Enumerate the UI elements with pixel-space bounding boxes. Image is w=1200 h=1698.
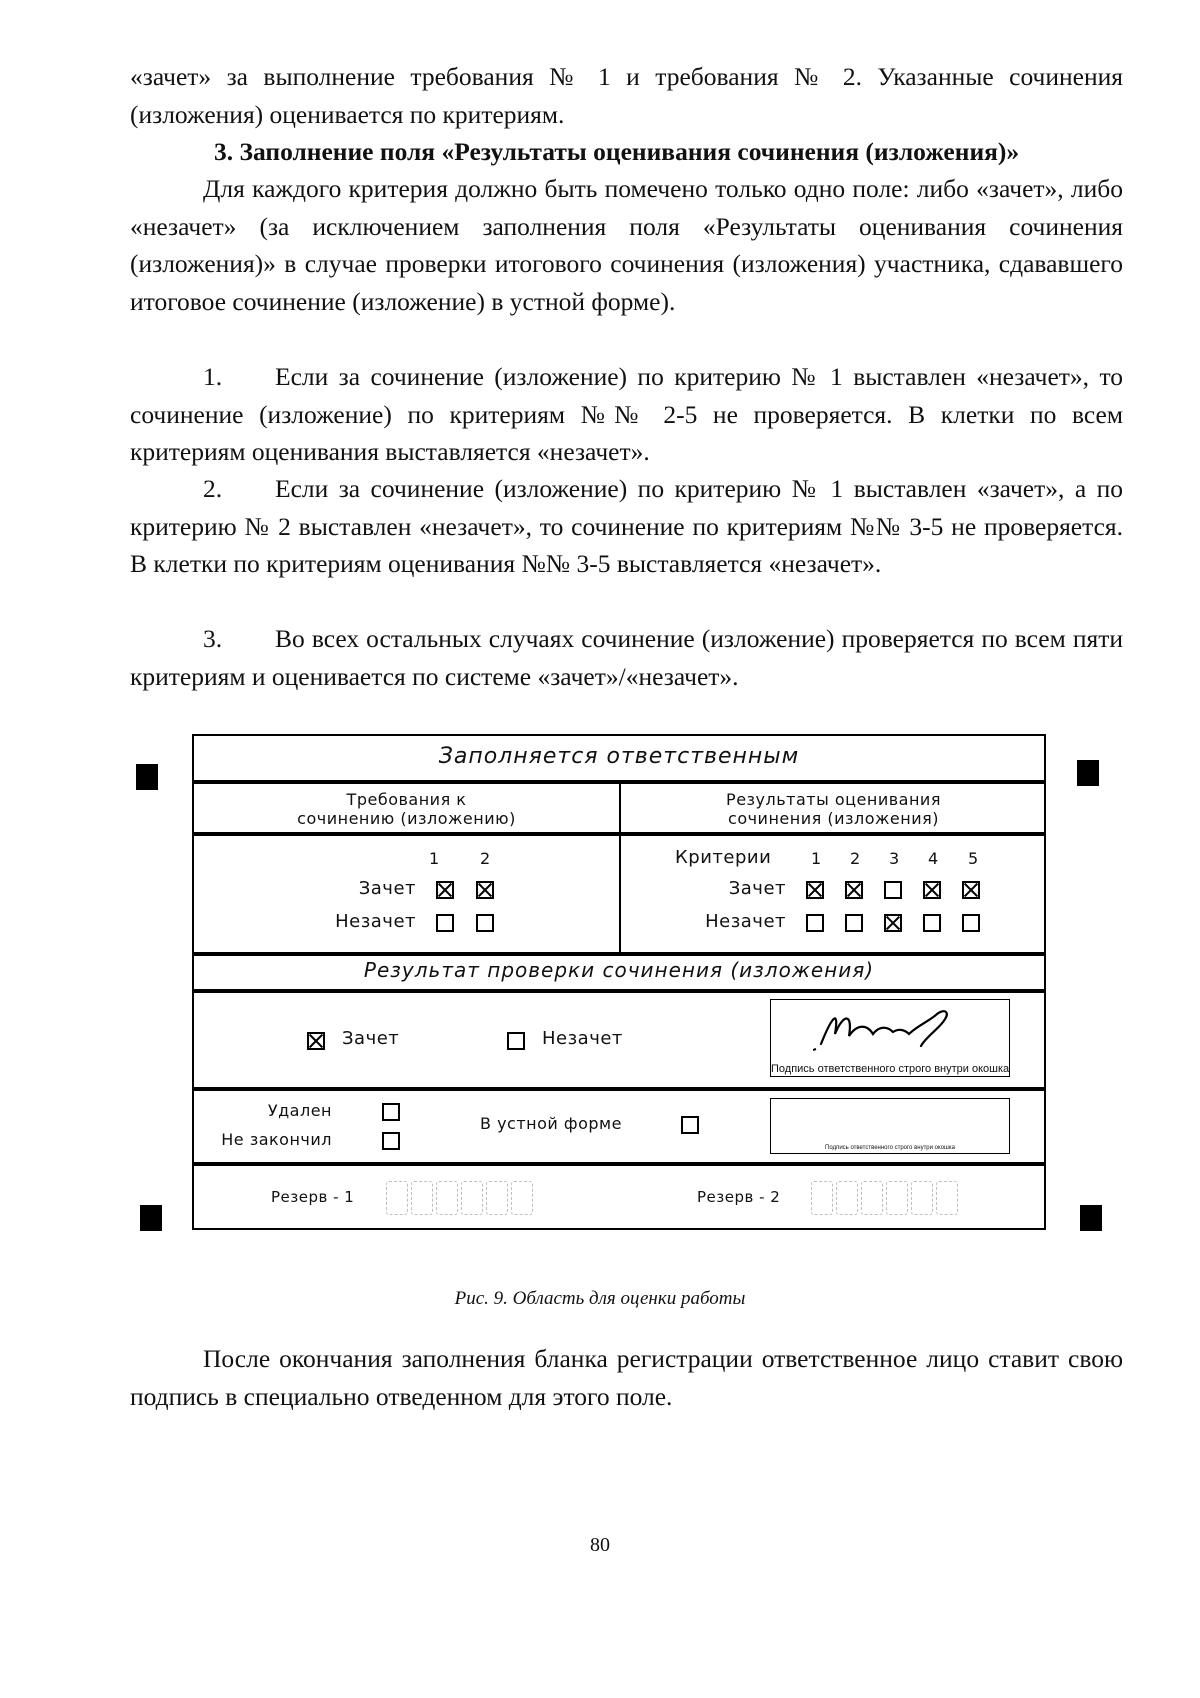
- removed-checkbox[interactable]: [382, 1103, 400, 1121]
- requirement-number-1: 1: [429, 849, 440, 868]
- reserve-2-cell: [911, 1181, 933, 1215]
- divider: [194, 1162, 1044, 1166]
- evaluation-form: [192, 734, 1046, 1230]
- criterion-3-fail-checkbox[interactable]: [884, 914, 902, 932]
- criterion-1-fail-checkbox[interactable]: [806, 914, 824, 932]
- results-header-line1: Результаты оценивания: [726, 790, 941, 809]
- figure-caption: Рис. 9. Область для оценки работы: [454, 1288, 746, 1309]
- reserve-1-cell: [411, 1181, 433, 1215]
- results-pass-label: Зачет: [728, 878, 786, 899]
- check-result-title: Результат проверки сочинения (изложения): [363, 958, 875, 982]
- signature-box[interactable]: [770, 999, 1010, 1077]
- reserve-2-label: Резерв - 2: [697, 1188, 781, 1206]
- requirements-header: [194, 790, 619, 828]
- page-number: 80: [590, 1534, 610, 1556]
- not-finished-checkbox[interactable]: [382, 1132, 400, 1150]
- reserve-1-label: Резерв - 1: [271, 1188, 355, 1206]
- list-item-3: [130, 620, 1123, 695]
- criterion-4-pass-checkbox[interactable]: [923, 881, 941, 899]
- paragraph-1: «зачет» за выполнение требования № 1 и требования № 2. Указанные сочинения (изложения) оценивается по критериям.: [130, 62, 1123, 129]
- reserve-2-cell: [886, 1181, 908, 1215]
- criterion-4-fail-checkbox[interactable]: [923, 914, 941, 932]
- oral-form-checkbox[interactable]: [681, 1116, 699, 1134]
- reserve-1-cell: [386, 1181, 408, 1215]
- list-item-2: [130, 470, 1123, 583]
- list-item-text: Если за сочинение (изложение) по критерию № 1 выставлен «незачет», то сочинение (изложение) по критериям №№ 2-5 не проверяется. В клетки по всем критериям оценивания выставляется «незачет».: [130, 362, 1123, 466]
- requirements-pass-label: Зачет: [358, 878, 416, 899]
- signature-caption: Подпись ответственного строго внутри окошка: [771, 1063, 1010, 1075]
- corner-marker-bottom-left: [140, 1205, 162, 1231]
- check-pass-label: Зачет: [342, 1028, 400, 1049]
- requirement-1-pass-checkbox[interactable]: [436, 881, 454, 899]
- list-item-number: 3.: [203, 624, 223, 653]
- signature-image: [813, 1004, 963, 1054]
- corner-marker-top-left: [136, 764, 158, 790]
- criterion-number-4: 4: [928, 849, 939, 868]
- results-header-line2: сочинения (изложения): [728, 809, 939, 828]
- criterion-number-1: 1: [811, 849, 822, 868]
- criterion-2-pass-checkbox[interactable]: [845, 881, 863, 899]
- list-item-text: Во всех остальных случаях сочинение (изложение) проверяется по всем пяти критериям и оценивается по системе «зачет»/«незачет».: [130, 624, 1123, 691]
- paragraph-after-figure: После окончания заполнения бланка регистрации ответственное лицо ставит свою подпись в специально отведенном для этого поле.: [130, 1344, 1123, 1411]
- corner-marker-top-right: [1077, 760, 1099, 786]
- reserve-2-cell: [936, 1181, 958, 1215]
- criterion-2-fail-checkbox[interactable]: [845, 914, 863, 932]
- criterion-number-2: 2: [850, 849, 861, 868]
- check-fail-checkbox[interactable]: [507, 1032, 525, 1050]
- paragraph-2: Для каждого критерия должно быть помечено только одно поле: либо «зачет», либо «незачет» (за исключением заполнения поля «Результаты оценивания сочинения (изложения)» в случае проверки итогового сочинения (изложения) участника, сдававшего итоговое сочинение (изложение) в устной форме).: [130, 174, 1123, 316]
- form-title: Заполняется ответственным: [438, 744, 800, 769]
- divider: [194, 989, 1044, 993]
- criterion-number-5: 5: [968, 849, 979, 868]
- divider: [194, 952, 1044, 956]
- requirement-2-pass-checkbox[interactable]: [476, 881, 494, 899]
- oral-form-label: В устной форме: [480, 1114, 622, 1133]
- requirement-2-fail-checkbox[interactable]: [476, 914, 494, 932]
- reserve-1-cell: [461, 1181, 483, 1215]
- check-fail-label: Незачет: [542, 1028, 623, 1049]
- list-item-number: 2.: [203, 474, 223, 503]
- requirements-header-line2: сочинению (изложению): [297, 809, 516, 828]
- results-header: [621, 790, 1046, 828]
- requirements-header-line1: Требования к: [346, 790, 467, 809]
- list-item-1: [130, 358, 1123, 471]
- section-heading: 3. Заполнение поля «Результаты оценивания сочинения (изложения)»: [214, 137, 1020, 166]
- criterion-3-pass-checkbox[interactable]: [884, 881, 902, 899]
- not-finished-label: Не закончил: [221, 1130, 332, 1149]
- reserve-1-cell: [511, 1181, 533, 1215]
- removed-label: Удален: [267, 1101, 332, 1120]
- reserve-1-cell: [486, 1181, 508, 1215]
- requirement-number-2: 2: [480, 849, 491, 868]
- reserve-2-cell: [861, 1181, 883, 1215]
- oral-signature-box[interactable]: [770, 1098, 1010, 1154]
- divider: [194, 832, 1044, 836]
- reserve-2-cell: [811, 1181, 833, 1215]
- oral-signature-caption: Подпись ответственного строго внутри окошка: [825, 1145, 955, 1151]
- criterion-1-pass-checkbox[interactable]: [806, 881, 824, 899]
- check-pass-checkbox[interactable]: [307, 1032, 325, 1050]
- reserve-1-cell: [436, 1181, 458, 1215]
- corner-marker-bottom-right: [1080, 1205, 1102, 1231]
- requirements-fail-label: Незачет: [335, 911, 416, 932]
- results-fail-label: Незачет: [705, 911, 786, 932]
- reserve-2-cell: [836, 1181, 858, 1215]
- list-item-text: Если за сочинение (изложение) по критерию № 1 выставлен «зачет», а по критерию № 2 выставлен «незачет», то сочинение по критериям №№ 3-5 не проверяется. В клетки по критериям оценивания №№ 3-5 выставляется «незачет».: [130, 474, 1123, 578]
- criterion-5-fail-checkbox[interactable]: [962, 914, 980, 932]
- criterion-number-3: 3: [889, 849, 900, 868]
- list-item-number: 1.: [203, 362, 223, 391]
- divider: [194, 1087, 1044, 1091]
- requirement-1-fail-checkbox[interactable]: [436, 914, 454, 932]
- criterion-5-pass-checkbox[interactable]: [962, 881, 980, 899]
- criteria-label: Критерии: [675, 847, 772, 868]
